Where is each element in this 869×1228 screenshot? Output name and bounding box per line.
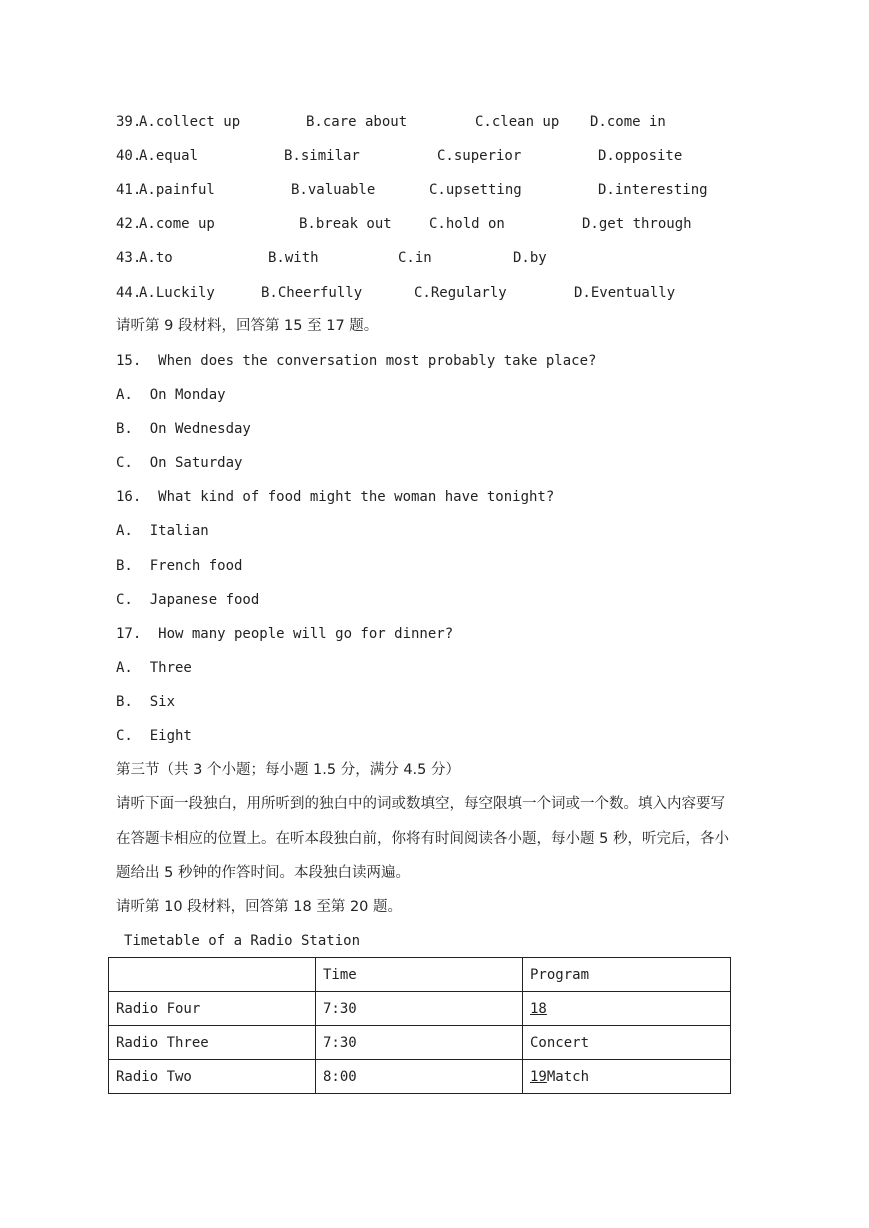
timetable — [108, 957, 731, 1094]
table-header-cell: Time — [316, 958, 523, 992]
program-cell — [523, 1026, 731, 1060]
option-d: D.interesting — [598, 182, 708, 198]
option-c: C.superior — [437, 148, 522, 164]
option-b: B.break out — [299, 216, 392, 232]
option-d: D.get through — [582, 216, 692, 232]
question-15-choice-b: B. On Wednesday — [116, 421, 251, 437]
program-text: Match — [546, 1068, 590, 1085]
option-a: A.to — [139, 250, 173, 266]
table-row — [109, 1026, 731, 1060]
table-header-row — [109, 958, 731, 992]
option-d: D.Eventually — [574, 285, 676, 301]
question-number: 42. — [116, 216, 142, 232]
option-d: D.opposite — [598, 148, 683, 164]
question-17-choice-b: B. Six — [116, 694, 176, 710]
option-a: A.painful — [139, 182, 215, 198]
option-b: B.care about — [306, 114, 408, 130]
question-number: 41. — [116, 182, 142, 198]
option-b: B.valuable — [291, 182, 376, 198]
question-number: 44. — [116, 285, 142, 301]
time-cell: 8:00 — [316, 1060, 523, 1094]
option-a: A.equal — [139, 148, 199, 164]
station-cell: Radio Four — [109, 992, 316, 1026]
question-16: 16. What kind of food might the woman have tonight? — [116, 489, 555, 505]
question-number: 39. — [116, 114, 142, 130]
option-c: C.clean up — [475, 114, 560, 130]
option-c: C.in — [398, 250, 432, 266]
option-c: C.hold on — [429, 216, 505, 232]
program-text: Concert — [530, 1034, 590, 1051]
question-16-choice-c: C. Japanese food — [116, 592, 260, 608]
section3-instructions-line-3: 题给出 5 秒钟的作答时间。本段独白读两遍。 — [116, 865, 410, 881]
answer-blank-number: 19 — [530, 1068, 547, 1085]
option-c: C.Regularly — [414, 285, 507, 301]
section9-intro: 请听第 9 段材料，回答第 15 至 17 题。 — [116, 318, 379, 334]
question-17-choice-c: C. Eight — [116, 728, 192, 744]
question-number: 43. — [116, 250, 142, 266]
table-row — [109, 992, 731, 1026]
program-cell — [523, 992, 731, 1026]
question-16-choice-b: B. French food — [116, 558, 243, 574]
question-15: 15. When does the conversation most probably take place? — [116, 353, 597, 369]
question-15-choice-a: A. On Monday — [116, 387, 226, 403]
option-b: B.similar — [284, 148, 360, 164]
option-a: A.collect up — [139, 114, 241, 130]
section3-instructions-line-1: 请听下面一段独白，用所听到的独白中的词或数填空，每空限填一个词或一个数。填入内容要写 — [116, 796, 725, 812]
table-header-cell: Program — [523, 958, 731, 992]
question-number: 40. — [116, 148, 142, 164]
option-c: C.upsetting — [429, 182, 522, 198]
option-d: D.come in — [590, 114, 666, 130]
section10-intro: 请听第 10 段材料，回答第 18 至第 20 题。 — [116, 899, 403, 915]
section3-instructions-line-2: 在答题卡相应的位置上。在听本段独白前，你将有时间阅读各小题，每小题 5 秒，听完后，各小 — [116, 831, 729, 847]
section3-title: 第三节（共 3 个小题；每小题 1.5 分，满分 4.5 分） — [116, 762, 460, 778]
time-cell: 7:30 — [316, 992, 523, 1026]
option-a: A.Luckily — [139, 285, 215, 301]
answer-blank-number: 18 — [530, 1000, 547, 1017]
question-15-choice-c: C. On Saturday — [116, 455, 243, 471]
option-a: A.come up — [139, 216, 215, 232]
station-cell: Radio Two — [109, 1060, 316, 1094]
program-cell — [523, 1060, 731, 1094]
question-17: 17. How many people will go for dinner? — [116, 626, 454, 642]
option-b: B.with — [268, 250, 319, 266]
question-17-choice-a: A. Three — [116, 660, 192, 676]
question-16-choice-a: A. Italian — [116, 523, 209, 539]
option-b: B.Cheerfully — [261, 285, 363, 301]
station-cell: Radio Three — [109, 1026, 316, 1060]
table-row — [109, 1060, 731, 1094]
time-cell: 7:30 — [316, 1026, 523, 1060]
option-d: D.by — [513, 250, 547, 266]
table-header-cell — [109, 958, 316, 992]
timetable-caption: Timetable of a Radio Station — [124, 933, 361, 949]
